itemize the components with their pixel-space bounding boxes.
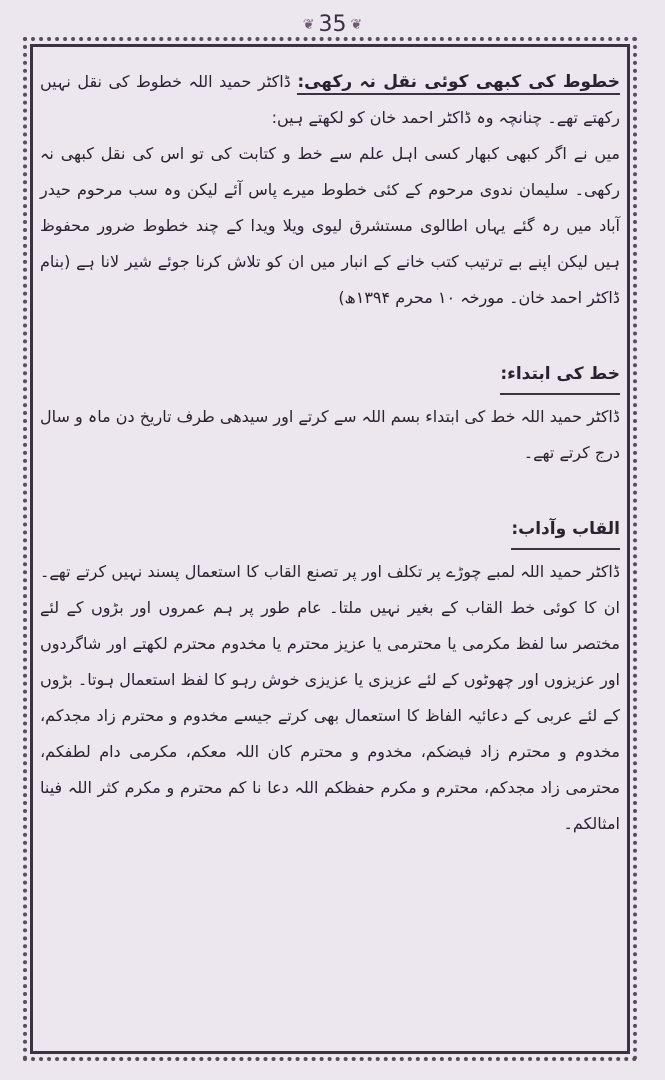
heading-titles-etiquette: القاب وآداب: xyxy=(511,511,620,550)
section-letters-copies xyxy=(40,64,620,136)
page-number-header xyxy=(0,12,665,37)
section1-intro: ڈاکٹر حمید اللہ خطوط کی نقل نہیں رکھتے تھے۔ چنانچہ وہ ڈاکٹر احمد خان کو لکھتے ہیں: xyxy=(40,72,620,127)
left-ornament-icon: ❦ xyxy=(302,17,315,33)
page-number: 35 xyxy=(318,12,347,37)
section2-body: ڈاکٹر حمید اللہ خط کی ابتداء بسم اللہ سے کرتے اور سیدھی طرف تاریخ دن ماہ و سال درج کرتے تھے۔ xyxy=(40,407,620,462)
right-ornament-icon: ❦ xyxy=(350,17,363,33)
heading-letter-beginning: خط کی ابتداء: xyxy=(500,356,620,395)
section1-quote: میں نے اگر کبھی کبھار کسی اہل علم سے خط و کتابت کی تو اس کی نقل کبھی نہ رکھی۔ سلیمان ندوی مرحوم کے کئی خطوط میرے پاس آئے لیکن وہ سب مرحوم حیدر آباد میں رہ گئے یہاں اطالوی مستشرق لیوی ویلا ویدا کے چند خطوط ضرور محفوظ ہیں لیکن اپنے بے ترتیب کتب خانے کے انبار میں ان کو تلاش کرنا جوئے شیر لانا ہے (بنام ڈاکٹر احمد خان۔ مورخہ ۱۰ محرم ۱۳۹۴ھ) xyxy=(40,144,620,307)
page-body xyxy=(40,64,620,842)
heading-no-copies: خطوط کی کبھی کوئی نقل نہ رکھی: xyxy=(297,72,620,95)
section3-body: ڈاکٹر حمید اللہ لمبے چوڑے پر تکلف اور پر تصنع القاب کا استعمال پسند نہیں کرتے تھے۔ ان کا کوئی خط القاب کے بغیر نہیں ملتا۔ عام طور پر ہم عمروں اور بڑوں کے لئے مختصر سا لفظ مکرمی یا محترمی یا عزیز محترم یا مخدوم محترم لکھتے اور شاگردوں اور عزیزوں اور چھوٹوں کے لئے عزیزی یا عزیزی خوش رہو کا لفظ استعمال ہوتا۔ بڑوں کے لئے عربی کے دعائیہ الفاظ کا استعمال بھی کرتے جیسے مخدوم و محترم زاد مجدکم، مخدوم و محترم زاد فیضکم، مخدوم و محترم کان اللہ معکم، مکرمی دام لطفکم، محترمی زاد مجدکم، محترم و مکرم حفظکم اللہ دعا نا کم محترم و مکرم کثر اللہ فینا امثالکم۔ xyxy=(40,562,620,833)
